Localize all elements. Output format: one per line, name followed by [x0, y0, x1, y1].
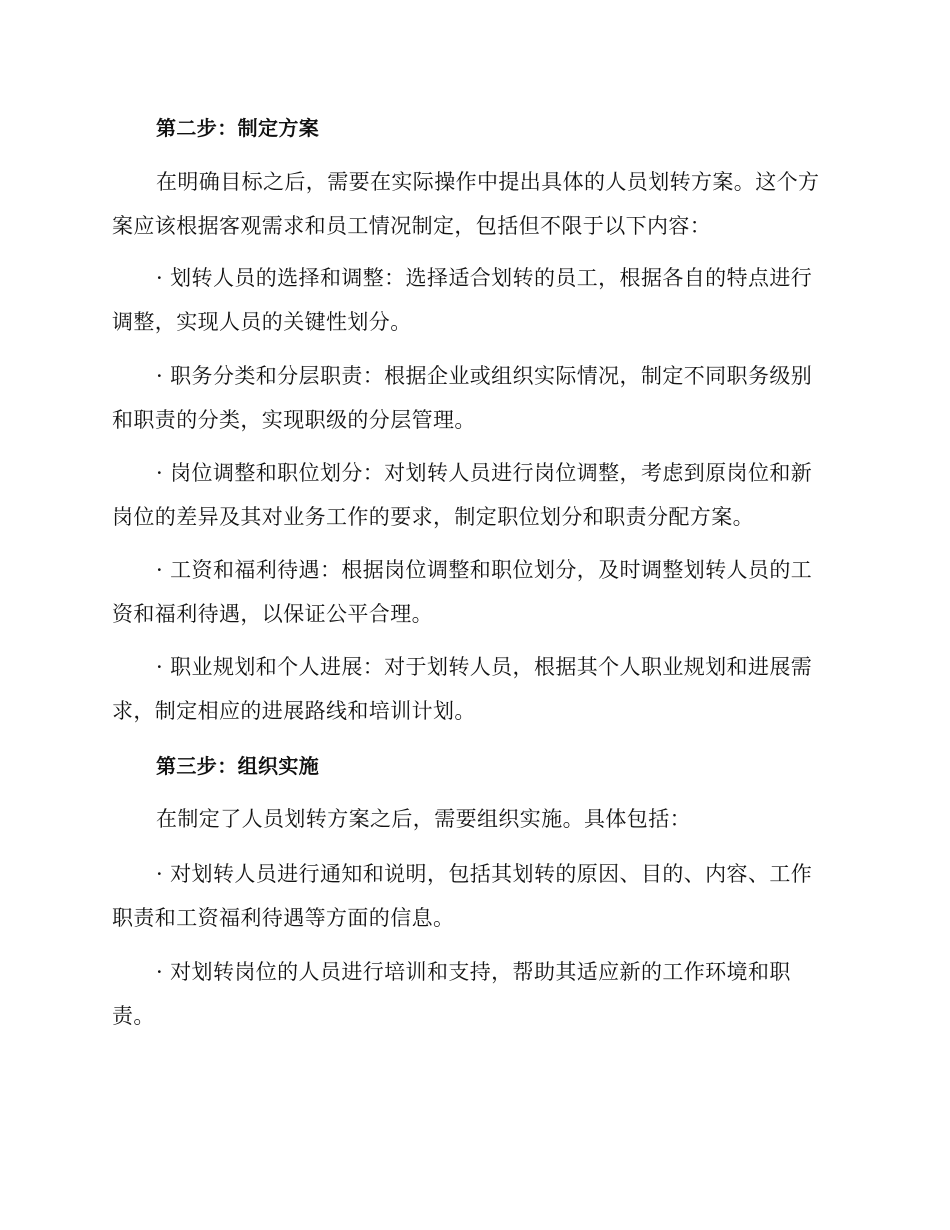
bullet-item: · 工资和福利待遇：根据岗位调整和职位划分，及时调整划转人员的工资和福利待遇，以保证公平合理。 — [112, 558, 813, 626]
bullet-item: · 职务分类和分层职责：根据企业或组织实际情况，制定不同职务级别和职责的分类，实现职级的分层管理。 — [112, 364, 813, 432]
section-heading-step2: 第二步：制定方案 — [156, 116, 320, 140]
bullet-item: · 划转人员的选择和调整：选择适合划转的员工，根据各自的特点进行调整，实现人员的关键性划分。 — [112, 266, 813, 334]
section-intro-step3: 在制定了人员划转方案之后，需要组织实施。具体包括： — [156, 807, 691, 831]
section-heading-step3: 第三步：组织实施 — [156, 754, 320, 778]
bullet-item: · 职业规划和个人进展：对于划转人员，根据其个人职业规划和进展需求，制定相应的进展路线和培训计划。 — [112, 655, 813, 723]
bullet-item: · 对划转岗位的人员进行培训和支持，帮助其适应新的工作环境和职责。 — [112, 960, 791, 1028]
bullet-item: · 对划转人员进行通知和说明，包括其划转的原因、目的、内容、工作职责和工资福利待遇等方面的信息。 — [112, 862, 813, 930]
bullet-item: · 岗位调整和职位划分：对划转人员进行岗位调整，考虑到原岗位和新岗位的差异及其对业务工作的要求，制定职位划分和职责分配方案。 — [112, 461, 813, 529]
section-intro-step2: 在明确目标之后，需要在实际操作中提出具体的人员划转方案。这个方案应该根据客观需求和员工情况制定，包括但不限于以下内容： — [112, 170, 820, 238]
